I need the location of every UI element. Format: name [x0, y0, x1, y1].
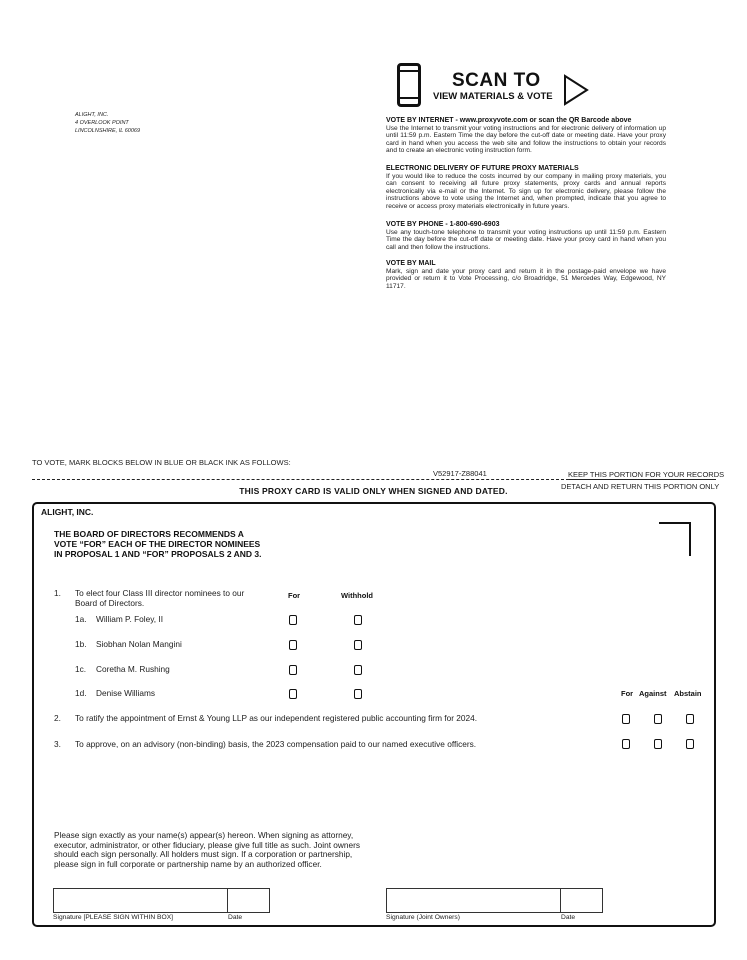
board-recommendation-line: IN PROPOSAL 1 AND “FOR” PROPOSALS 2 AND 3. — [54, 549, 262, 559]
detach-portion-label: DETACH AND RETURN THIS PORTION ONLY — [561, 482, 720, 491]
detach-line — [32, 479, 564, 480]
date-box[interactable] — [227, 888, 270, 913]
vote-internet-section — [386, 117, 666, 155]
nominee-id: 1d. — [75, 688, 87, 698]
proposal3-number: 3. — [54, 739, 61, 749]
signing-instructions — [54, 831, 384, 869]
sender-street: 4 OVERLOOK POINT — [75, 120, 129, 126]
board-recommendation — [54, 529, 276, 559]
board-recommendation-line: VOTE “FOR” EACH OF THE DIRECTOR NOMINEES — [54, 539, 261, 549]
scan-subtitle: VIEW MATERIALS & VOTE — [433, 91, 553, 102]
electronic-delivery-section — [386, 165, 666, 211]
vote-mail-section — [386, 260, 666, 290]
nominee-id: 1b. — [75, 639, 87, 649]
card-company: ALIGHT, INC. — [41, 507, 94, 517]
nominee-1c-for-checkbox[interactable] — [289, 665, 297, 675]
nominee-id: 1c. — [75, 664, 87, 674]
nominee-1a-for-checkbox[interactable] — [289, 615, 297, 625]
nominee-name: Coretha M. Rushing — [96, 664, 170, 674]
proposal1-text-line1: To elect four Class III director nominees to our — [75, 588, 245, 598]
board-recommendation-line: THE BOARD OF DIRECTORS RECOMMENDS A — [54, 529, 244, 539]
nominee-name: Denise Williams — [96, 688, 156, 698]
phone-icon — [397, 63, 421, 107]
nominee-id: 1a. — [75, 614, 87, 624]
card-corner-mark — [659, 522, 691, 556]
nominee-1d-for-checkbox[interactable] — [289, 689, 297, 699]
proposal3-against-checkbox[interactable] — [654, 739, 662, 749]
nominee-1b-for-checkbox[interactable] — [289, 640, 297, 650]
detach-line-right — [566, 479, 716, 480]
electronic-delivery-body: If you would like to reduce the costs incurred by our company in mailing proxy materials, you can consent to receiving all future proxy statements, proxy cards and annual reports electronically via e-mail or the Internet. To sign up for electronic delivery, please follow the instructions above to vote using the Internet and, when prompted, indicate that you agree to receive or access proxy materials electronically in future years. — [386, 172, 666, 210]
col-header-withhold: Withhold — [341, 591, 374, 600]
electronic-delivery-heading: ELECTRONIC DELIVERY OF FUTURE PROXY MATERIALS — [386, 165, 579, 172]
col-header-for: For — [621, 689, 634, 698]
mark-instruction: TO VOTE, MARK BLOCKS BELOW IN BLUE OR BLACK INK AS FOLLOWS: — [32, 458, 291, 467]
nominee-name: William P. Foley, II — [96, 614, 164, 624]
nominee-1c-withhold-checkbox[interactable] — [354, 665, 362, 675]
joint-signature-box[interactable] — [386, 888, 561, 913]
keep-portion-label: KEEP THIS PORTION FOR YOUR RECORDS — [568, 470, 725, 479]
proposal2-text: To ratify the appointment of Ernst & Young LLP as our independent registered public accounting firm for 2024. — [75, 713, 478, 723]
nominee-1b-withhold-checkbox[interactable] — [354, 640, 362, 650]
scan-title: SCAN TO — [452, 70, 541, 91]
signature-box[interactable] — [53, 888, 228, 913]
nominee-1a-withhold-checkbox[interactable] — [354, 615, 362, 625]
proposal2-number: 2. — [54, 713, 61, 723]
col-header-for: For — [288, 591, 301, 600]
col-header-against: Against — [639, 689, 667, 698]
sender-city: LINCOLNSHIRE, IL 60069 — [75, 128, 141, 134]
signature-label: Signature [PLEASE SIGN WITHIN BOX] — [53, 914, 174, 921]
vote-internet-body: Use the Internet to transmit your voting instructions and for electronic delivery of information up until 11:59 p.m. Eastern Time the day before the cut-off date or meeting date. Have your proxy card in hand when you access the web site and follow the instructions to obtain your records and to create an electronic voting instruction form. — [386, 124, 666, 155]
vote-mail-heading: VOTE BY MAIL — [386, 260, 436, 267]
signing-instructions-line: Please sign exactly as your name(s) appear(s) hereon. When signing as attorney, — [54, 830, 354, 840]
control-number: V52917-Z88041 — [433, 469, 487, 478]
joint-date-label: Date — [561, 914, 576, 921]
vote-phone-heading: VOTE BY PHONE - 1-800-690-6903 — [386, 221, 500, 228]
sender-address — [75, 111, 140, 135]
signing-instructions-line: please sign in full corporate or partnership name by an authorized officer. — [54, 858, 322, 869]
sender-name: ALIGHT, INC. — [75, 112, 109, 118]
vote-phone-body: Use any touch-tone telephone to transmit your voting instructions up until 11:59 p.m. Eastern Time the day before the cut-off date or meeting date. Have your proxy card in hand when you call and then follow the instructions. — [386, 228, 666, 251]
signing-instructions-line: executor, administrator, or other fiduciary, please give full title as such. Joint owners — [54, 839, 361, 850]
joint-signature-label: Signature (Joint Owners) — [386, 914, 460, 921]
nominee-1d-withhold-checkbox[interactable] — [354, 689, 362, 699]
proposal3-abstain-checkbox[interactable] — [686, 739, 694, 749]
proposal3-text: To approve, on an advisory (non-binding) basis, the 2023 compensation paid to our named executive officers. — [75, 739, 477, 749]
joint-date-box[interactable] — [560, 888, 603, 913]
proposal2-abstain-checkbox[interactable] — [686, 714, 694, 724]
valid-notice: THIS PROXY CARD IS VALID ONLY WHEN SIGNED AND DATED. — [239, 486, 508, 496]
proposal1-text-line2: Board of Directors. — [75, 598, 145, 608]
vote-phone-section — [386, 221, 666, 251]
vote-internet-heading: VOTE BY INTERNET - www.proxyvote.com or scan the QR Barcode above — [386, 117, 632, 124]
proposal2-against-checkbox[interactable] — [654, 714, 662, 724]
proposal1-number: 1. — [54, 588, 61, 598]
vote-mail-body: Mark, sign and date your proxy card and return it in the postage-paid envelope we have provided or return it to Vote Processing, c/o Broadridge, 51 Mercedes Way, Edgewood, NY 11717. — [386, 267, 666, 290]
play-arrow-icon — [563, 74, 589, 106]
date-label: Date — [228, 914, 243, 921]
nominee-name: Siobhan Nolan Mangini — [96, 639, 182, 649]
proposal3-for-checkbox[interactable] — [622, 739, 630, 749]
signing-instructions-line: should each sign personally. All holders must sign. If a corporation or partnership, — [54, 849, 353, 860]
proposal2-for-checkbox[interactable] — [622, 714, 630, 724]
col-header-abstain: Abstain — [674, 689, 702, 698]
